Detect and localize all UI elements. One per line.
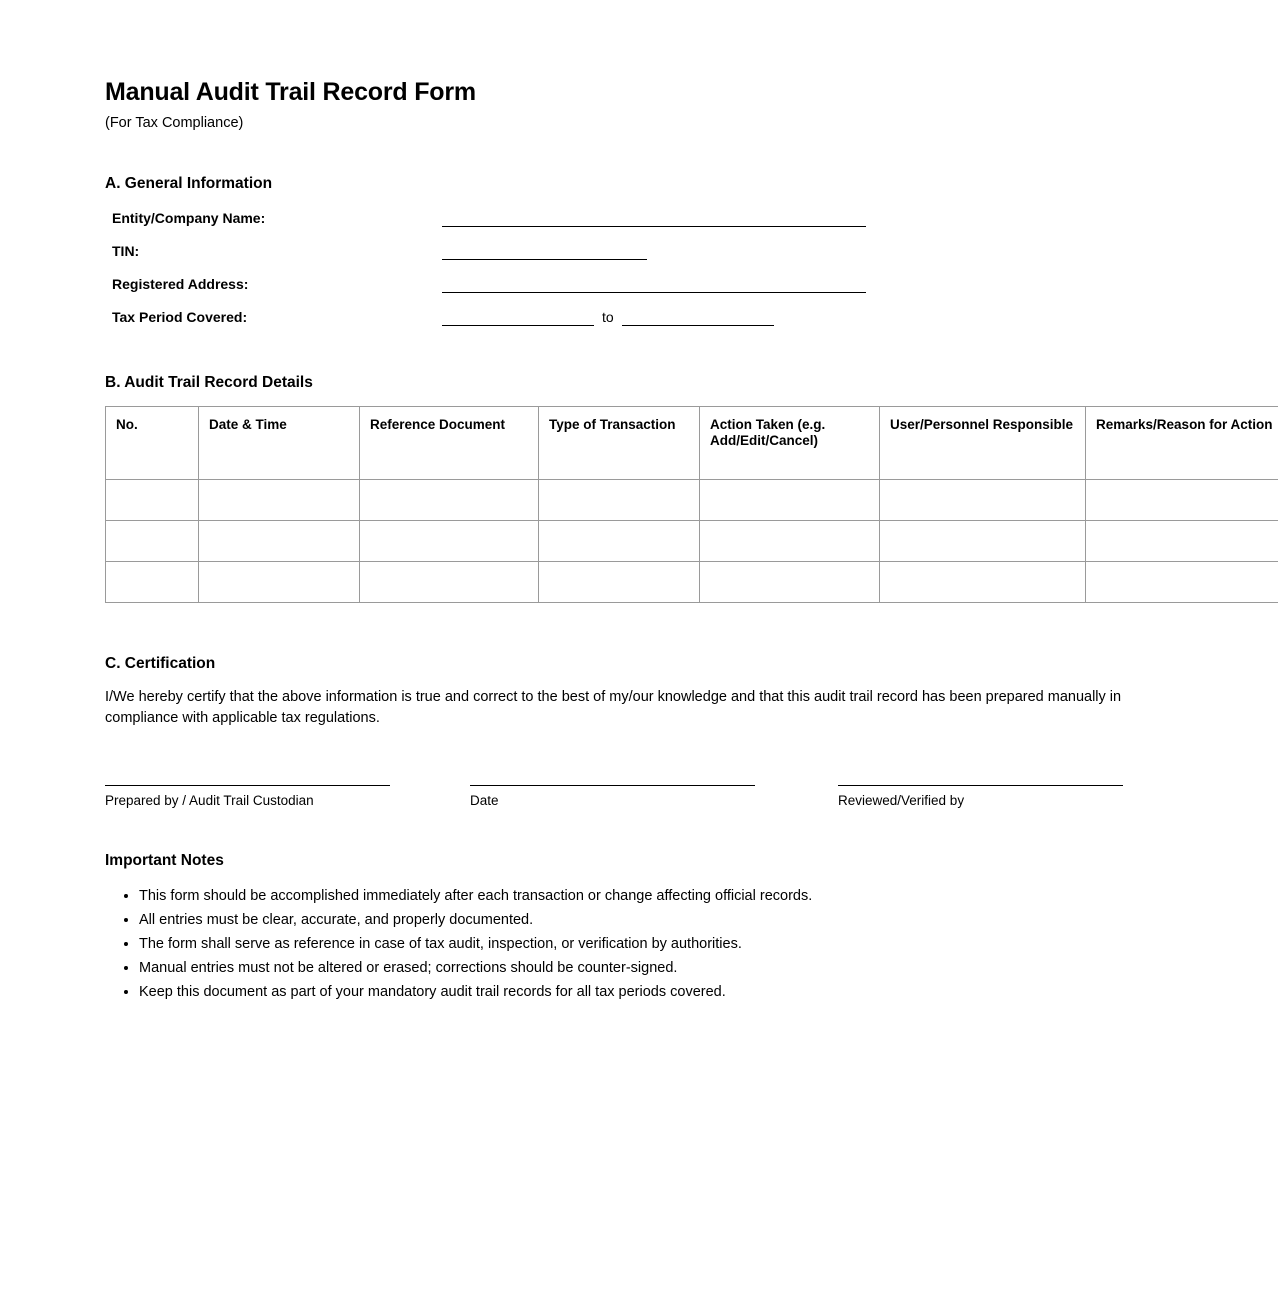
cell-user-personnel[interactable] bbox=[880, 480, 1086, 521]
table-header-date-time: Date & Time bbox=[199, 407, 360, 480]
table-row[interactable] bbox=[106, 562, 1278, 603]
cell-date-time[interactable] bbox=[199, 562, 360, 603]
cell-action-taken[interactable] bbox=[700, 480, 880, 521]
table-header-reference-document: Reference Document bbox=[360, 407, 539, 480]
cell-user-personnel[interactable] bbox=[880, 521, 1086, 562]
table-header-no: No. bbox=[106, 407, 199, 480]
field-label-tax-period: Tax Period Covered: bbox=[112, 309, 248, 325]
important-notes-list bbox=[105, 884, 1173, 1004]
field-row-tin bbox=[112, 240, 1173, 260]
table-row[interactable] bbox=[106, 521, 1278, 562]
signature-block-reviewed-by bbox=[838, 785, 1123, 808]
list-item: • All entries must be clear, accurate, and properly documented. bbox=[139, 908, 1173, 932]
field-label-registered-address: Registered Address: bbox=[112, 276, 249, 292]
important-notes-heading: Important Notes bbox=[105, 852, 224, 869]
field-input-tax-period-from[interactable] bbox=[442, 308, 594, 326]
cell-no[interactable] bbox=[106, 562, 199, 603]
list-item: • This form should be accomplished immediately after each transaction or change affecting official records. bbox=[139, 884, 1173, 908]
signature-label-date: Date bbox=[470, 793, 499, 808]
cell-remarks[interactable] bbox=[1086, 562, 1278, 603]
cell-no[interactable] bbox=[106, 521, 199, 562]
field-separator-to: to bbox=[602, 309, 614, 325]
page-title: Manual Audit Trail Record Form bbox=[105, 78, 476, 106]
field-input-registered-address[interactable] bbox=[442, 275, 866, 293]
table-header-row bbox=[106, 407, 1278, 480]
section-b-heading: B. Audit Trail Record Details bbox=[105, 374, 313, 391]
cell-date-time[interactable] bbox=[199, 521, 360, 562]
field-row-entity-name bbox=[112, 207, 1173, 227]
cell-type-of-transaction[interactable] bbox=[539, 480, 700, 521]
field-row-registered-address bbox=[112, 273, 1173, 293]
certification-statement: I/We hereby certify that the above information is true and correct to the best of my/our knowledge and that this audit trail record has been prepared manually in compliance with applicable tax regulations. bbox=[105, 689, 1122, 726]
field-input-tax-period-to[interactable] bbox=[622, 308, 774, 326]
field-input-entity-name[interactable] bbox=[442, 209, 866, 227]
cell-date-time[interactable] bbox=[199, 480, 360, 521]
signature-line-date[interactable] bbox=[470, 785, 755, 786]
field-input-tin[interactable] bbox=[442, 242, 647, 260]
signature-line-reviewed-by[interactable] bbox=[838, 785, 1123, 786]
table-header-user-personnel: User/Personnel Responsible bbox=[880, 407, 1086, 480]
section-c-heading: C. Certification bbox=[105, 655, 216, 672]
table-header-action-taken: Action Taken (e.g. Add/Edit/Cancel) bbox=[700, 407, 880, 480]
signature-label-reviewed-by: Reviewed/Verified by bbox=[838, 793, 965, 808]
cell-reference-document[interactable] bbox=[360, 562, 539, 603]
list-item: • The form shall serve as reference in case of tax audit, inspection, or verification by authorities. bbox=[139, 932, 1173, 956]
cell-action-taken[interactable] bbox=[700, 562, 880, 603]
audit-trail-table bbox=[105, 406, 1278, 603]
signature-block-date bbox=[470, 785, 755, 808]
signature-block-prepared-by bbox=[105, 785, 390, 808]
cell-reference-document[interactable] bbox=[360, 521, 539, 562]
cell-type-of-transaction[interactable] bbox=[539, 521, 700, 562]
cell-remarks[interactable] bbox=[1086, 521, 1278, 562]
signature-line-prepared-by[interactable] bbox=[105, 785, 390, 786]
cell-user-personnel[interactable] bbox=[880, 562, 1086, 603]
table-header-type-of-transaction: Type of Transaction bbox=[539, 407, 700, 480]
table-row[interactable] bbox=[106, 480, 1278, 521]
field-row-tax-period bbox=[112, 306, 1173, 326]
section-a-heading: A. General Information bbox=[105, 175, 273, 192]
cell-action-taken[interactable] bbox=[700, 521, 880, 562]
cell-remarks[interactable] bbox=[1086, 480, 1278, 521]
list-item: • Manual entries must not be altered or erased; corrections should be counter-signed. bbox=[139, 956, 1173, 980]
table-header-remarks: Remarks/Reason for Action bbox=[1086, 407, 1278, 480]
field-label-tin: TIN: bbox=[112, 243, 140, 259]
signature-row bbox=[105, 785, 1173, 808]
general-information-fields bbox=[105, 207, 1173, 326]
signature-label-prepared-by: Prepared by / Audit Trail Custodian bbox=[105, 793, 314, 808]
cell-type-of-transaction[interactable] bbox=[539, 562, 700, 603]
cell-reference-document[interactable] bbox=[360, 480, 539, 521]
field-label-entity-name: Entity/Company Name: bbox=[112, 210, 266, 226]
cell-no[interactable] bbox=[106, 480, 199, 521]
list-item: • Keep this document as part of your mandatory audit trail records for all tax periods covered. bbox=[139, 980, 1173, 1004]
page-subtitle: (For Tax Compliance) bbox=[105, 115, 244, 131]
